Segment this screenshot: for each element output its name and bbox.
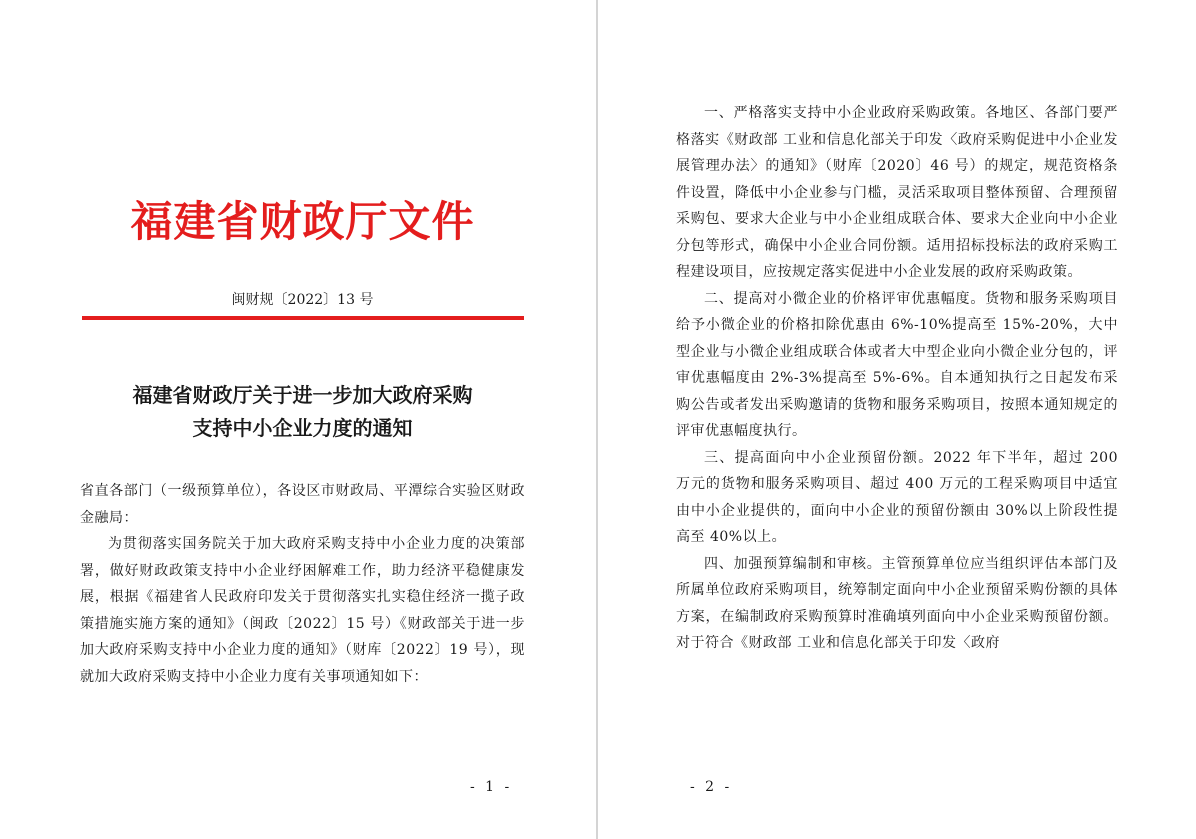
page-1-body: [80, 478, 525, 690]
page-number: - 2 -: [690, 779, 733, 795]
section-2-paragraph: 二、提高对小微企业的价格评审优惠幅度。货物和服务采购项目给予小微企业的价格扣除优惠由 6%-10%提高至 15%-20%，大中型企业与小微企业组成联合体或者大中型企业向小微企业分包的，评审优惠幅度由 2%-3%提高至 5%-6%。自本通知执行之日起发布采购公告或者发出采购邀请的货物和服务采购项目，按照本通知规定的评审优惠幅度执行。: [676, 290, 1118, 439]
salutation: 省直各部门（一级预算单位），各设区市财政局、平潭综合实验区财政金融局：: [80, 483, 525, 526]
document-page-1: [0, 0, 596, 839]
document-title: [80, 379, 525, 445]
document-header: 福建省财政厅文件: [130, 197, 475, 246]
document-number: 闽财规〔2022〕13 号: [231, 292, 374, 308]
section-3-paragraph: 三、提高面向中小企业预留份额。2022 年下半年，超过 200 万元的货物和服务采购项目、超过 400 万元的工程采购项目中适宜由中小企业提供的，面向中小企业的预留份额由 30%以上阶段性提高至 40%以上。: [676, 449, 1118, 545]
section-1-paragraph: 一、严格落实支持中小企业政府采购政策。各地区、各部门要严格落实《财政部 工业和信息化部关于印发〈政府采购促进中小企业发展管理办法〉的通知》（财库〔2020〕46 号）的规定，规范资格条件设置，降低中小企业参与门槛，灵活采取项目整体预留、合理预留采购包、要求大企业与中小企业组成联合体、要求大企业向中小企业分包等形式，确保中小企业合同份额。适用招标投标法的政府采购工程建设项目，应按规定落实促进中小企业发展的政府采购政策。: [676, 105, 1118, 280]
intro-paragraph: 为贯彻落实国务院关于加大政府采购支持中小企业力度的决策部署，做好财政政策支持中小企业纾困解难工作，助力经济平稳健康发展，根据《福建省人民政府印发关于贯彻落实扎实稳住经济一揽子政策措施实施方案的通知》（闽政〔2022〕15 号）《财政部关于进一步加大政府采购支持中小企业力度的通知》（财库〔2022〕19 号），现就加大政府采购支持中小企业力度有关事项通知如下：: [80, 536, 525, 685]
page-2-body: [676, 100, 1118, 657]
section-4-paragraph: 四、加强预算编制和审核。主管预算单位应当组织评估本部门及所属单位政府采购项目，统筹制定面向中小企业预留采购份额的具体方案，在编制政府采购预算时准确填列面向中小企业采购预留份额。对于符合《财政部 工业和信息化部关于印发〈政府: [676, 555, 1118, 651]
title-line-2: 支持中小企业力度的通知: [192, 416, 413, 440]
page-number: - 1 -: [470, 779, 513, 795]
document-page-2: [598, 0, 1196, 839]
red-divider: [82, 316, 524, 320]
title-line-1: 福建省财政厅关于进一步加大政府采购: [132, 383, 473, 407]
